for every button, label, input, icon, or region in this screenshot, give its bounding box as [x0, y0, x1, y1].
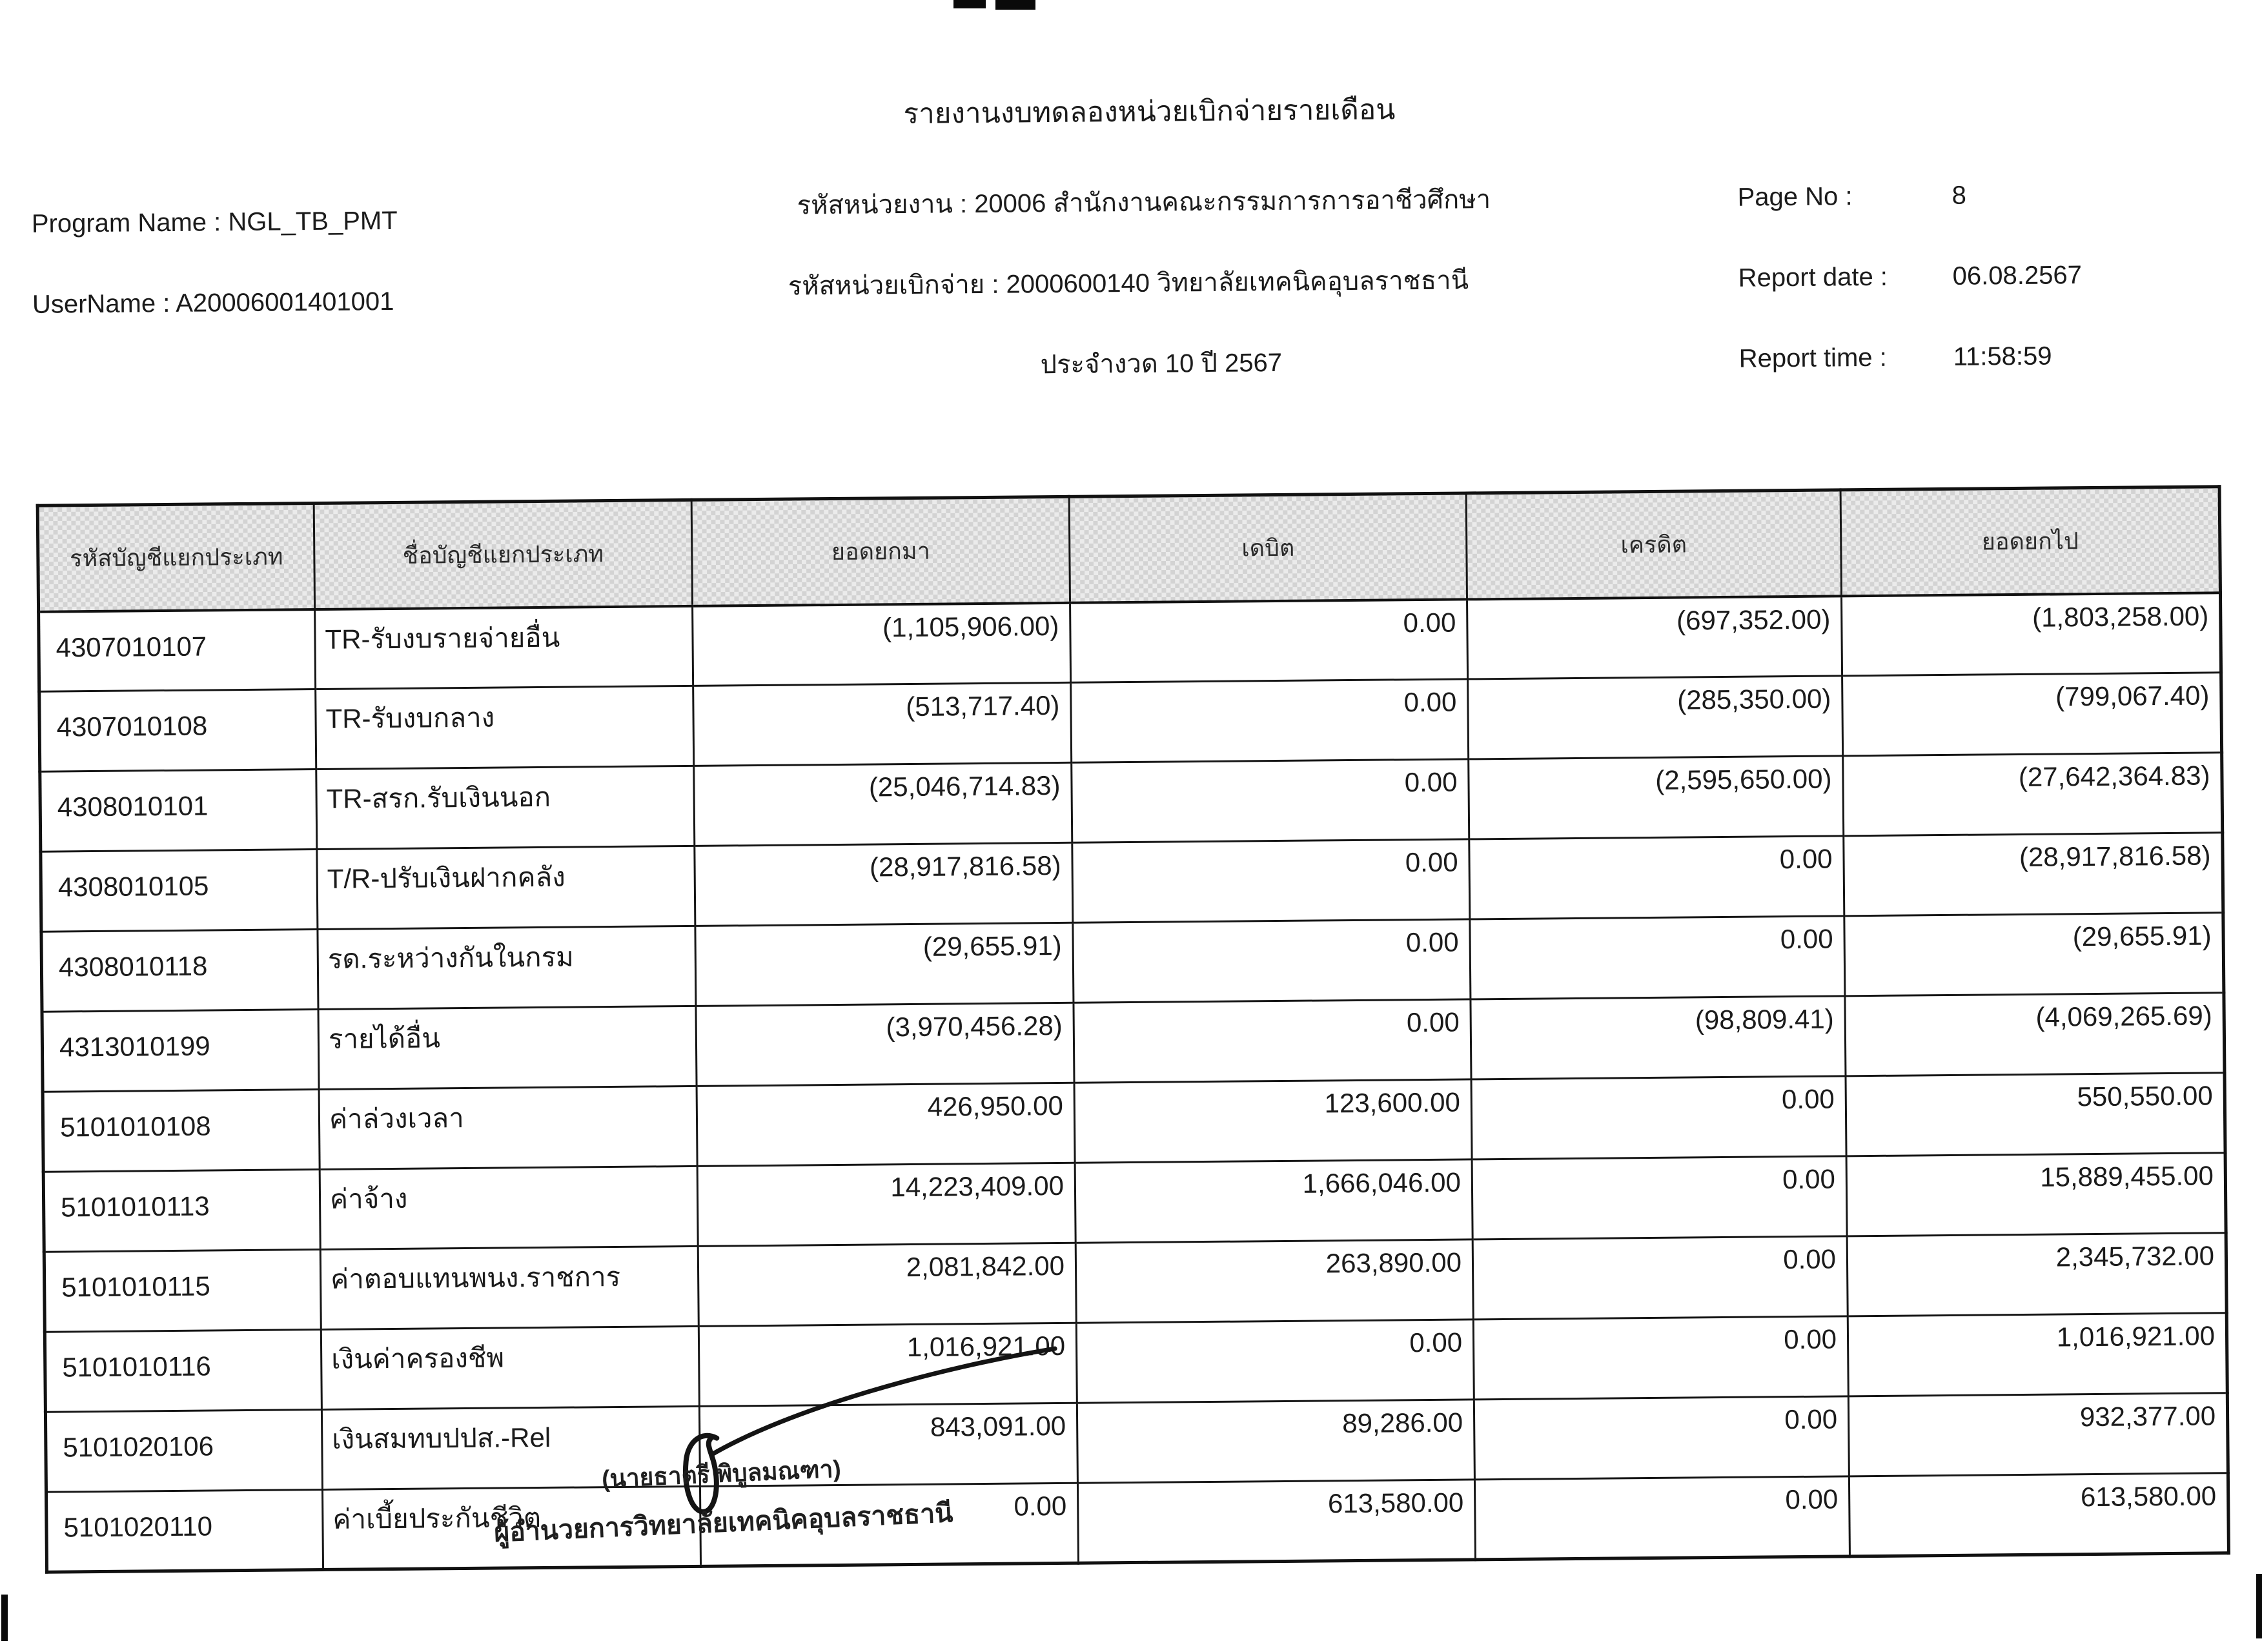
account-code-cell: 4313010199 [42, 1009, 319, 1092]
account-code-cell: 4308010105 [41, 850, 318, 932]
report-title: รายงานงบทดลองหน่วยเบิกจ่ายรายเดือน [903, 94, 1396, 130]
account-name-cell: ค่าเบี้ยประกันชีวิต [322, 1486, 700, 1569]
brought-forward-cell: (29,655.91) [695, 923, 1074, 1006]
trial-balance-table [36, 485, 2230, 1573]
account-name-cell: ค่าตอบแทนพนง.ราชการ [320, 1246, 698, 1329]
debit-cell: 0.00 [1073, 919, 1471, 1003]
debit-cell: 0.00 [1076, 1320, 1474, 1403]
account-name-cell: ค่าจ้าง [320, 1166, 698, 1249]
credit-cell: 0.00 [1470, 916, 1845, 999]
carried-forward-cell: 1,016,921.00 [1848, 1313, 2227, 1396]
brought-forward-cell: 14,223,409.00 [697, 1163, 1075, 1246]
table-header-row [37, 487, 2220, 611]
brought-forward-cell: (25,046,714.83) [694, 762, 1072, 846]
account-name-cell: เงินสมทบปปส.-Rel [321, 1406, 700, 1489]
disbursement-unit-line: รหัสหน่วยเบิกจ่าย : 2000600140 วิทยาลัยเทคนิคอุบลราชธานี [788, 266, 1469, 301]
account-code-cell: 4307010107 [39, 609, 316, 692]
account-name-cell: TR-รับงบรายจ่ายอื่น [315, 606, 693, 689]
column-header-account-name: ชื่อบัญชีแยกประเภท [314, 500, 692, 609]
brought-forward-cell: 0.00 [700, 1483, 1078, 1566]
account-code-cell: 5101020110 [46, 1489, 323, 1572]
credit-cell: 0.00 [1474, 1396, 1849, 1480]
credit-cell: 0.00 [1472, 1156, 1847, 1239]
table-body [39, 593, 2229, 1572]
carried-forward-cell: (29,655.91) [1844, 913, 2224, 996]
credit-cell: (697,352.00) [1467, 596, 1842, 679]
report-date-row [1738, 261, 2083, 293]
account-code-cell: 5101020106 [45, 1409, 322, 1492]
credit-cell: (98,809.41) [1471, 996, 1846, 1079]
brought-forward-cell: 426,950.00 [697, 1083, 1075, 1166]
account-name-cell: รด.ระหว่างกันในกรม [318, 926, 696, 1009]
brought-forward-cell: 2,081,842.00 [698, 1243, 1076, 1326]
debit-cell: 0.00 [1072, 759, 1469, 842]
agency-code-line: รหัสหน่วยงาน : 20006 สำนักงานคณะกรรมการการอาชีวศึกษา [797, 185, 1491, 220]
scan-artifact-top-left-bar [953, 0, 986, 8]
account-name-cell: T/R-ปรับเงินฝากคลัง [317, 846, 695, 929]
carried-forward-cell: 613,580.00 [1849, 1473, 2228, 1556]
scan-artifact-bottom-right-bar [2256, 1574, 2262, 1638]
account-name-cell: ค่าล่วงเวลา [319, 1086, 697, 1169]
account-code-cell: 5101010108 [43, 1089, 320, 1172]
carried-forward-cell: 15,889,455.00 [1846, 1153, 2226, 1236]
debit-cell: 0.00 [1071, 679, 1469, 762]
report-time-value: 11:58:59 [1953, 342, 2052, 371]
scan-artifact-top-right-bar [995, 0, 1035, 10]
column-header-carried-forward: ยอดยกไป [1840, 487, 2220, 596]
column-header-account-code: รหัสบัญชีแยกประเภท [37, 504, 314, 612]
column-header-credit: เครดิต [1466, 490, 1841, 599]
account-code-cell: 5101010113 [43, 1169, 320, 1252]
carried-forward-cell: (4,069,265.69) [1845, 993, 2225, 1076]
account-code-cell: 4308010101 [40, 770, 317, 852]
report-date-label: Report date : [1738, 262, 1888, 292]
program-name-line [32, 207, 398, 239]
scan-artifact-bottom-left-bar [1, 1595, 8, 1641]
brought-forward-cell: (28,917,816.58) [695, 842, 1073, 926]
page-number-value: 8 [1951, 181, 1967, 210]
credit-cell: (285,350.00) [1468, 676, 1843, 759]
carried-forward-cell: 932,377.00 [1848, 1393, 2228, 1476]
debit-cell: 0.00 [1070, 599, 1468, 682]
stamp-name-line: (นายธาตรี พิบูลมณฑา) [601, 1455, 842, 1493]
brought-forward-cell: (1,105,906.00) [693, 602, 1071, 686]
credit-cell: (2,595,650.00) [1469, 756, 1844, 839]
carried-forward-cell: 550,550.00 [1846, 1073, 2225, 1156]
report-date-value: 06.08.2567 [1952, 261, 2083, 291]
brought-forward-cell: 843,091.00 [699, 1403, 1077, 1486]
credit-cell: 0.00 [1472, 1236, 1848, 1320]
trial-balance-table-wrap [36, 485, 2230, 1573]
username-line [32, 287, 394, 320]
account-code-cell: 4307010108 [39, 689, 316, 772]
account-name-cell: รายได้อื่น [318, 1006, 697, 1089]
debit-cell: 0.00 [1072, 839, 1470, 923]
account-code-cell: 5101010116 [45, 1329, 321, 1412]
debit-cell: 89,286.00 [1077, 1400, 1474, 1483]
debit-cell: 1,666,046.00 [1075, 1159, 1472, 1243]
credit-cell: 0.00 [1469, 836, 1844, 919]
credit-cell: 0.00 [1471, 1076, 1846, 1159]
page-number-label: Page No : [1737, 182, 1853, 212]
page-number-row [1737, 181, 1966, 212]
brought-forward-cell: (513,717.40) [693, 682, 1072, 766]
debit-cell: 613,580.00 [1077, 1480, 1475, 1563]
debit-cell: 263,890.00 [1075, 1239, 1473, 1323]
report-time-row [1739, 342, 2052, 374]
account-name-cell: TR-สรก.รับเงินนอก [316, 766, 695, 849]
account-name-cell: TR-รับงบกลาง [316, 686, 694, 769]
column-header-brought-forward: ยอดยกมา [691, 496, 1070, 606]
username-label: UserName : [32, 289, 170, 319]
carried-forward-cell: 2,345,732.00 [1847, 1233, 2226, 1316]
account-code-cell: 4308010118 [41, 930, 318, 1012]
debit-cell: 123,600.00 [1074, 1079, 1472, 1163]
account-code-cell: 5101010115 [44, 1249, 321, 1332]
carried-forward-cell: (27,642,364.83) [1843, 753, 2223, 836]
account-name-cell: เงินค่าครองชีพ [321, 1326, 699, 1409]
period-line: ประจำงวด 10 ปี 2567 [1040, 348, 1283, 380]
program-name-value: NGL_TB_PMT [228, 206, 398, 237]
program-name-label: Program Name : [31, 208, 221, 238]
debit-cell: 0.00 [1074, 999, 1471, 1083]
credit-cell: 0.00 [1474, 1476, 1849, 1560]
carried-forward-cell: (1,803,258.00) [1841, 593, 2221, 676]
stamp-title-line: ผู้อำนวยการวิทยาลัยเทคนิคอุบลราชธานี [493, 1498, 954, 1548]
carried-forward-cell: (799,067.40) [1842, 673, 2222, 756]
column-header-debit: เดบิต [1069, 493, 1467, 602]
credit-cell: 0.00 [1473, 1316, 1848, 1400]
report-time-label: Report time : [1738, 343, 1887, 373]
username-value: A20006001401001 [176, 287, 394, 318]
brought-forward-cell: 1,016,921.00 [698, 1323, 1077, 1406]
brought-forward-cell: (3,970,456.28) [696, 1003, 1074, 1086]
carried-forward-cell: (28,917,816.58) [1844, 833, 2223, 916]
